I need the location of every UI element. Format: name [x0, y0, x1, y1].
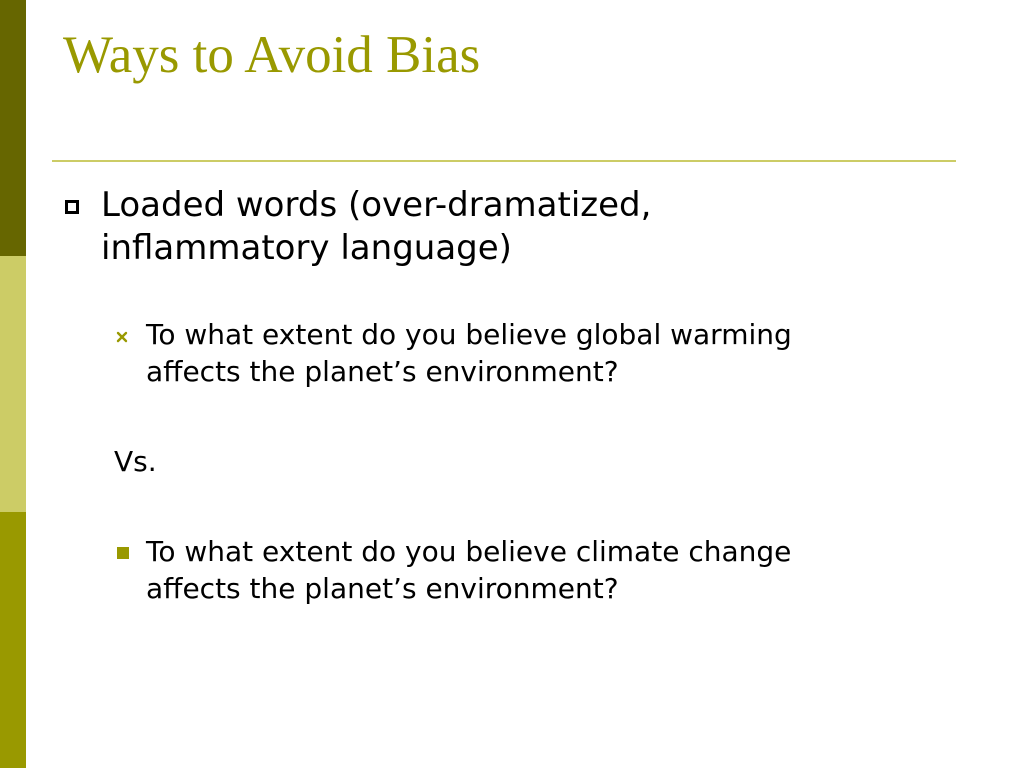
bullet-main-text: [101, 184, 941, 270]
x-mark-icon: [115, 330, 129, 344]
sub-bullet-2-line-1: To what extent do you believe climate change: [146, 535, 792, 568]
versus-label: Vs.: [114, 445, 157, 478]
hollow-square-icon: [65, 200, 79, 214]
side-bar-top-segment: [0, 0, 26, 256]
side-accent-bar: [0, 0, 26, 768]
filled-square-icon: [117, 547, 129, 559]
title-divider: [52, 160, 956, 162]
side-bar-middle-segment: [0, 256, 26, 512]
side-bar-bottom-segment: [0, 512, 26, 768]
sub-bullet-2-line-2: affects the planet’s environment?: [146, 572, 619, 605]
sub-bullet-1-line-1: To what extent do you believe global warming: [146, 318, 792, 351]
sub-bullet-1-line-2: affects the planet’s environment?: [146, 355, 619, 388]
bullet-main-line-1: Loaded words (over-dramatized,: [101, 185, 652, 225]
slide-title: Ways to Avoid Bias: [63, 26, 481, 84]
bullet-main-line-2: inflammatory language): [101, 228, 512, 268]
sub-bullet-1-text: [146, 316, 986, 390]
sub-bullet-2-text: [146, 533, 986, 607]
